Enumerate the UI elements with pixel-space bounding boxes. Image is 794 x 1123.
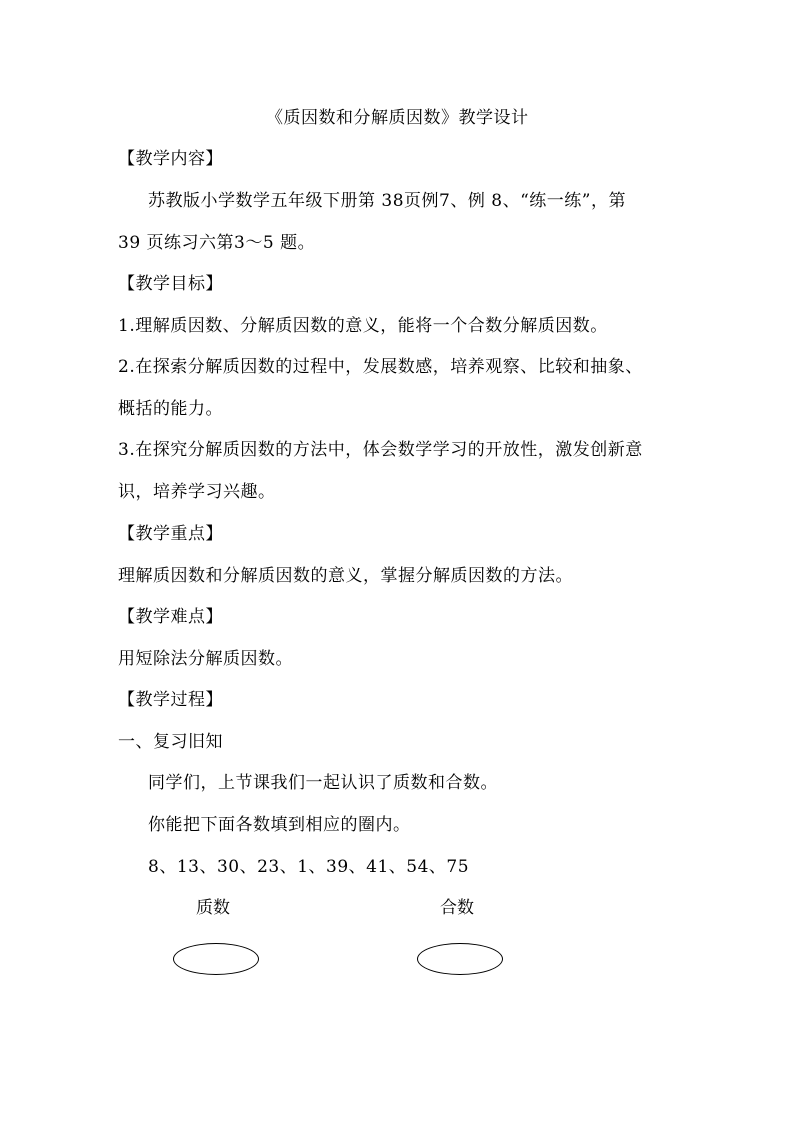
review-text-line1: 同学们，上节课我们一起认识了质数和合数。 (148, 773, 498, 793)
composite-ellipse (417, 943, 503, 975)
difficulty-text: 用短除法分解质因数。 (118, 649, 293, 669)
review-heading: 一、复习旧知 (118, 732, 223, 752)
key-text: 理解质因数和分解质因数的意义，掌握分解质因数的方法。 (118, 566, 573, 586)
goal-2-line1: 2.在探索分解质因数的过程中，发展数感，培养观察、比较和抽象、 (118, 357, 643, 377)
content-text-line1: 苏教版小学数学五年级下册第 38页例7、例 8、“练一练”，第 (148, 191, 626, 211)
goal-1: 1.理解质因数、分解质因数的意义，能将一个合数分解质因数。 (118, 316, 608, 336)
composite-label: 合数 (440, 898, 474, 918)
goal-3-line1: 3.在探究分解质因数的方法中，体会数学学习的开放性，激发创新意 (118, 440, 643, 460)
goal-3-line2: 识，培养学习兴趣。 (118, 482, 276, 502)
key-heading: 【教学重点】 (118, 524, 223, 544)
number-list: 8、13、30、23、1、39、41、54、75 (148, 857, 470, 877)
content-heading: 【教学内容】 (118, 149, 223, 169)
document-title: 《质因数和分解质因数》教学设计 (266, 108, 529, 128)
goal-2-line2: 概括的能力。 (118, 399, 223, 419)
prime-ellipse (173, 943, 259, 975)
review-text-line2: 你能把下面各数填到相应的圈内。 (148, 815, 411, 835)
content-text-line2: 39 页练习六第3～5 题。 (118, 233, 316, 253)
difficulty-heading: 【教学难点】 (118, 607, 223, 627)
prime-label: 质数 (196, 898, 230, 918)
process-heading: 【教学过程】 (118, 690, 223, 710)
goals-heading: 【教学目标】 (118, 274, 223, 294)
